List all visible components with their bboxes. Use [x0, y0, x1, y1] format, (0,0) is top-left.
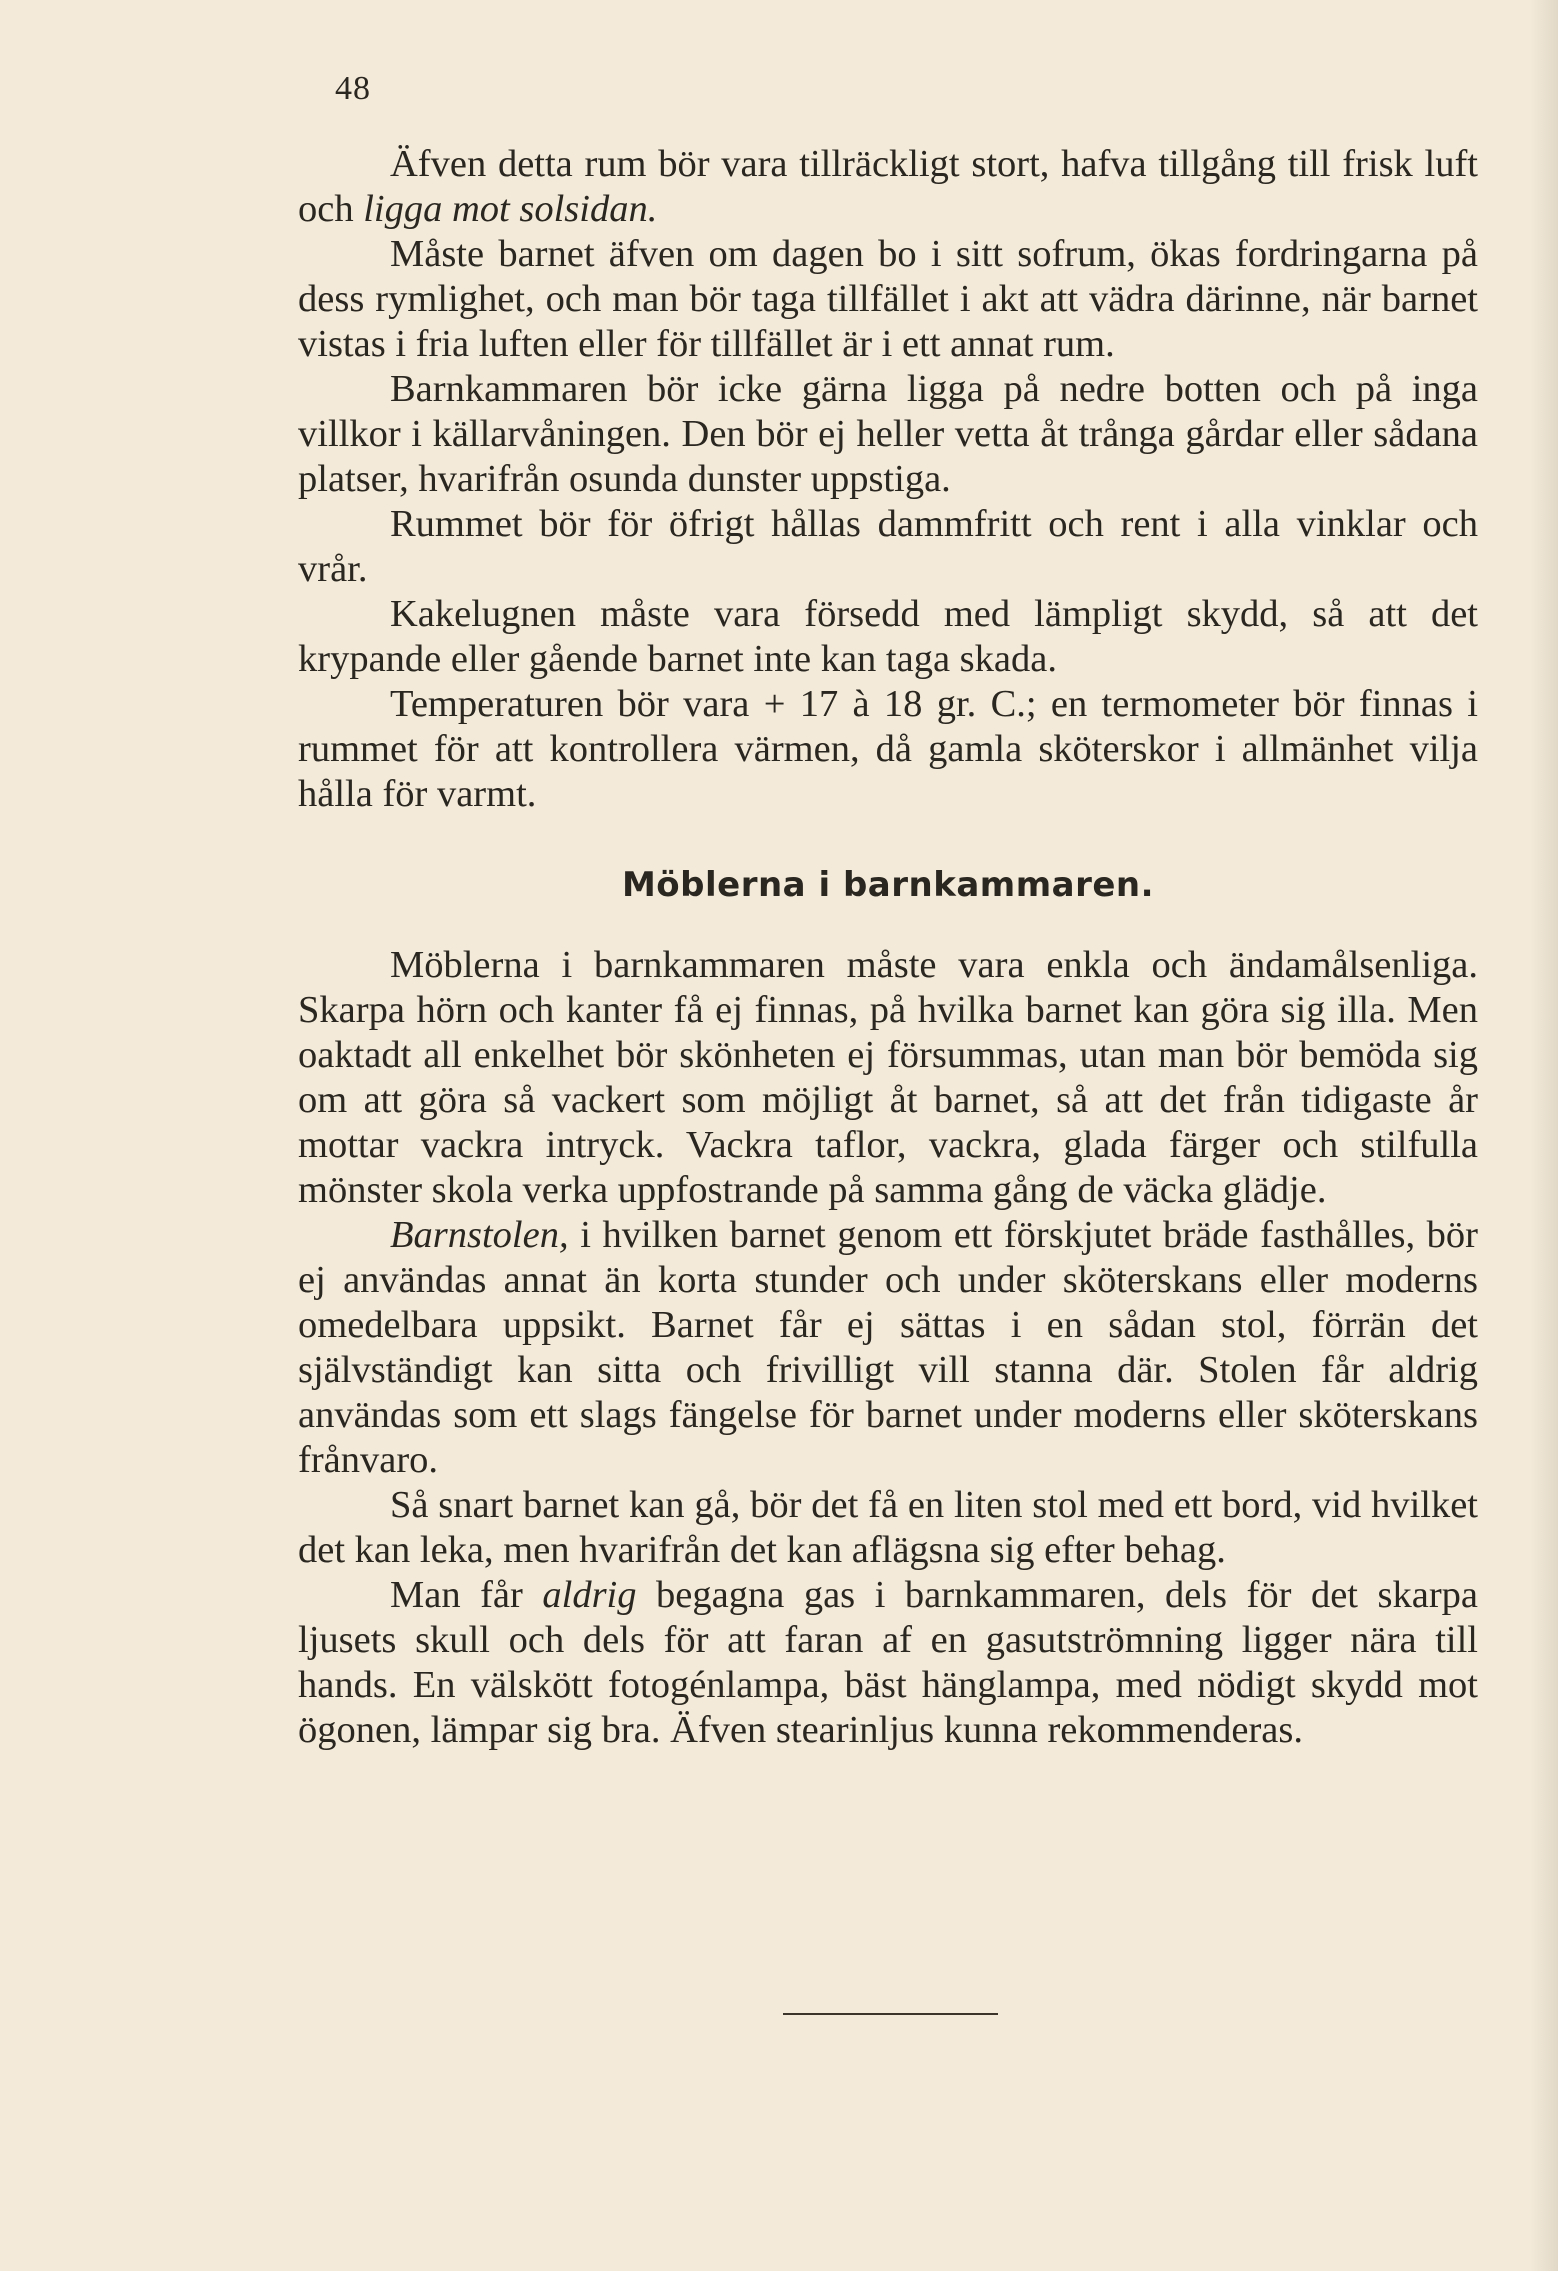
paragraph: Rummet bör för öfrigt hållas dammfritt och rent i alla vinklar och vrår. — [298, 503, 1478, 590]
paragraph: Kakelugnen måste vara försedd med lämpligt skydd, så att det krypande eller gående barnet inte kan taga skada. — [298, 593, 1478, 680]
paragraph — [298, 1573, 1478, 1753]
emphasis-text: aldrig — [542, 1574, 637, 1616]
body-text — [298, 142, 1478, 1753]
paragraph-text: Man får — [390, 1574, 543, 1616]
emphasis-text: Barnstolen, — [390, 1214, 569, 1256]
paragraph-text: begagna gas i barnkammaren, dels för det skarpa ljusets skull och dels för att faran af en gasutströmning ligger nära till hands. En välskött fotogénlampa, bäst hänglampa, med nödigt skydd mot ögonen, lämpar sig bra. Äfven stearinljus kunna rekommenderas. — [298, 1574, 1478, 1751]
paragraph: Möblerna i barnkammaren måste vara enkla och ändamålsenliga. Skarpa hörn och kanter få ej finnas, på hvilka barnet kan göra sig illa. Men oaktadt all enkelhet bör skönheten ej försummas, utan man bör bemöda sig om att göra så vackert som möjligt åt barnet, så att det från tidigaste år mottar vackra intryck. Vackra taflor, vackra, glada färger och stilfulla mönster skola verka uppfostrande på samma gång de väcka glädje. — [298, 944, 1478, 1211]
paragraph: Så snart barnet kan gå, bör det få en liten stol med ett bord, vid hvilket det kan leka, men hvarifrån det kan aflägsna sig efter behag. — [298, 1484, 1478, 1571]
paragraph — [298, 1213, 1478, 1483]
page-number: 48 — [335, 70, 371, 107]
paragraph-text: i hvilken barnet genom ett förskjutet bräde fasthålles, bör ej användas annat än korta stunder och under sköterskans eller moderns omedelbara uppsikt. Barnet får ej sättas i en sådan stol, förrän det självständigt kan sitta och frivilligt vill stanna där. Stolen får aldrig användas som ett slags fängelse för barnet under moderns eller sköterskans frånvaro. — [298, 1214, 1478, 1481]
paragraph: Barnkammaren bör icke gärna ligga på nedre botten och på inga villkor i källarvåningen. Den bör ej heller vetta åt trånga gårdar eller sådana platser, hvarifrån osunda dunster uppstiga. — [298, 368, 1478, 500]
paragraph — [298, 142, 1478, 232]
section-heading: Möblerna i barnkammaren. — [621, 865, 1155, 905]
paragraph: Måste barnet äfven om dagen bo i sitt sofrum, ökas fordringarna på dess rymlighet, och man bör taga tillfället i akt att vädra därinne, när barnet vistas i fria luften eller för tillfället är i ett annat rum. — [298, 233, 1478, 365]
emphasis-text: ligga mot solsidan. — [363, 188, 658, 230]
paragraph: Temperaturen bör vara + 17 à 18 gr. C.; en termometer bör finnas i rummet för att kontrollera värmen, då gamla sköterskor i allmänhet vilja hålla för varmt. — [298, 683, 1478, 815]
paragraph-text: Äfven detta rum bör vara tillräckligt stort, hafva tillgång till frisk luft och — [298, 143, 1478, 230]
end-rule — [783, 2013, 998, 2015]
